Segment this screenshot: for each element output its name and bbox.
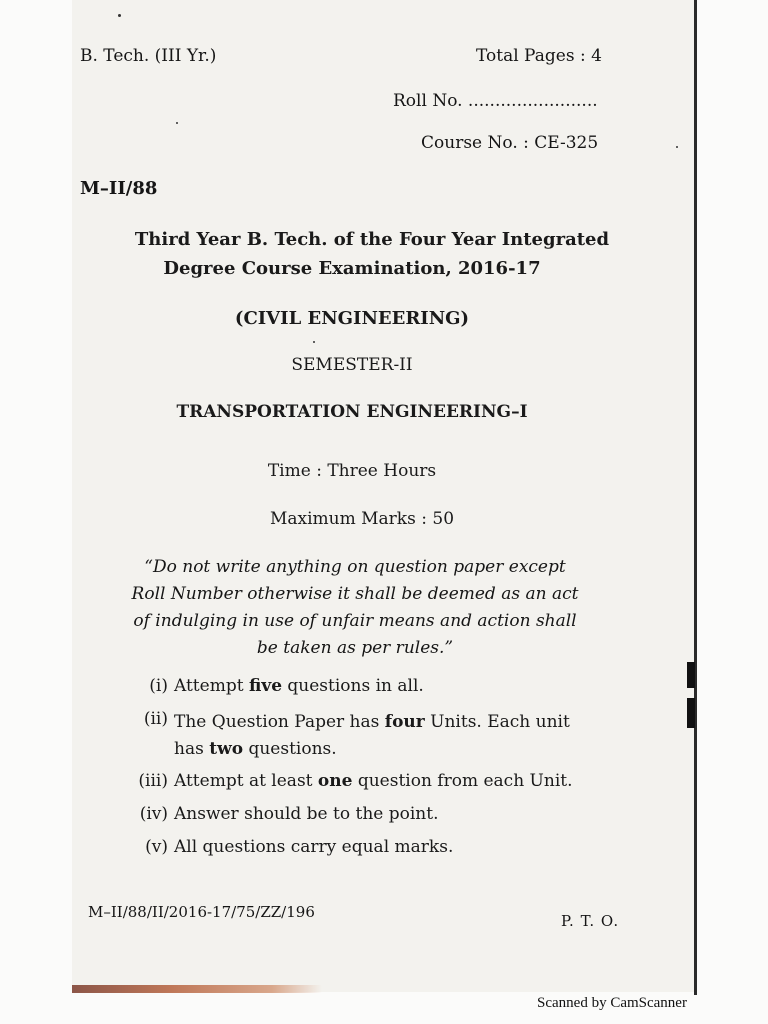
- scan-speck: [313, 341, 315, 343]
- warning-line: of indulging in use of unfair means and action shall: [133, 611, 577, 631]
- warning-line: “Do not write anything on question paper except: [144, 557, 566, 577]
- please-turn-over: P. T. O.: [561, 912, 620, 930]
- semester: SEMESTER-II: [291, 355, 413, 375]
- scanner-watermark: Scanned by CamScanner: [537, 995, 687, 1011]
- course-number: Course No. : CE-325: [421, 133, 599, 153]
- paper-right-edge: [694, 0, 697, 995]
- paper-code: M–II/88: [80, 178, 158, 199]
- exam-title-line-1: Third Year B. Tech. of the Four Year Integrated: [134, 229, 610, 250]
- scan-speck: [176, 122, 178, 124]
- binder-mark: [687, 662, 695, 688]
- total-pages: Total Pages : 4: [476, 46, 602, 66]
- instruction-number: (i): [149, 676, 168, 696]
- maximum-marks: Maximum Marks : 50: [269, 509, 455, 529]
- warning-line: be taken as per rules.”: [256, 638, 454, 658]
- scan-speck: [676, 146, 678, 148]
- instruction-number: (iv): [139, 804, 168, 824]
- instruction-item: [122, 837, 642, 857]
- instruction-item: [122, 709, 642, 763]
- instruction-text: Attempt at least one question from each Unit.: [174, 771, 573, 791]
- roll-number-field: Roll No. ........................: [393, 91, 598, 111]
- binder-mark: [687, 698, 695, 728]
- footer-paper-code: M–II/88/II/2016-17/75/ZZ/196: [88, 903, 315, 921]
- instruction-item: [122, 771, 642, 791]
- instructions-list: [122, 676, 642, 870]
- instruction-text: The Question Paper has four Units. Each unit has two questions.: [174, 712, 570, 759]
- subject-title: TRANSPORTATION ENGINEERING–I: [176, 402, 528, 422]
- instruction-number: (iii): [138, 771, 168, 791]
- instruction-text: Attempt five questions in all.: [174, 676, 424, 696]
- scan-speck: [118, 14, 121, 17]
- instruction-number: (ii): [143, 709, 168, 729]
- warning-line: Roll Number otherwise it shall be deemed as an act: [131, 584, 579, 604]
- instruction-number: (v): [145, 837, 168, 857]
- course-level: B. Tech. (III Yr.): [80, 46, 217, 66]
- unfair-means-warning: [100, 554, 610, 662]
- department: (CIVIL ENGINEERING): [234, 308, 470, 329]
- instruction-item: [122, 676, 642, 696]
- exam-title-line-2: Degree Course Examination, 2016-17: [163, 258, 541, 279]
- exam-time: Time : Three Hours: [267, 461, 437, 481]
- instruction-item: [122, 804, 642, 824]
- instruction-text: Answer should be to the point.: [174, 804, 439, 824]
- instruction-text: All questions carry equal marks.: [174, 837, 454, 857]
- paper-bottom-edge: [72, 985, 322, 993]
